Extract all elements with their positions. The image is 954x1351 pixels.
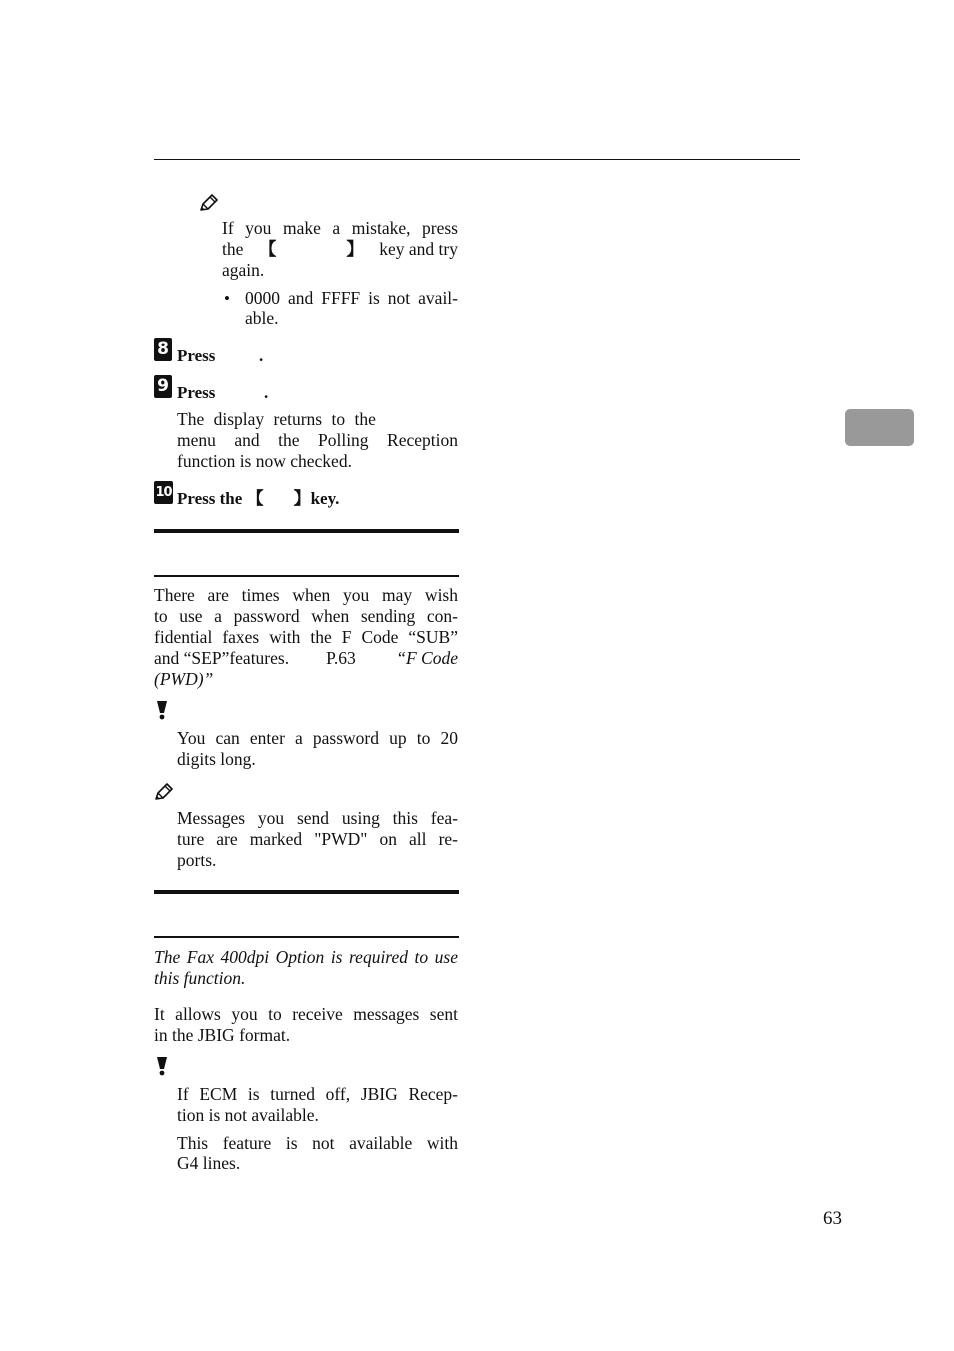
password-note-2: ture are marked "PWD" on all re- bbox=[177, 829, 458, 849]
page-ref: P.63 bbox=[326, 648, 356, 668]
step-9-text: Press bbox=[177, 383, 216, 402]
jbig-limit-2: tion is not available. bbox=[177, 1105, 319, 1125]
note-line-2-post: key and try bbox=[379, 239, 458, 259]
step-9-desc-2: menu and the Polling Reception bbox=[177, 430, 458, 450]
password-para-4-pre: and “SEP”features. bbox=[154, 648, 290, 668]
f-code-ref: “F Code bbox=[396, 648, 458, 668]
jbig-requirement-1: The Fax 400dpi Option is required to use bbox=[154, 947, 458, 967]
section-rule-thin bbox=[154, 936, 459, 938]
password-para-5: (PWD)” bbox=[154, 669, 214, 689]
bullet-icon: • bbox=[224, 289, 230, 308]
step-9-period: . bbox=[264, 383, 269, 402]
jbig-requirement-2: this function. bbox=[154, 968, 246, 988]
clear-key-ref: 【 】 bbox=[258, 240, 364, 260]
step-9-desc-1: The display returns to the bbox=[177, 409, 376, 429]
section-rule-thin bbox=[154, 575, 459, 577]
password-note-3: ports. bbox=[177, 850, 217, 870]
step-8-badge: 8 bbox=[154, 338, 172, 361]
key-bracket-close: 】 bbox=[293, 489, 311, 509]
note-line-3: again. bbox=[222, 260, 265, 280]
pencil-icon bbox=[154, 783, 174, 801]
password-limit-1: You can enter a password up to 20 bbox=[177, 728, 458, 748]
password-limit-2: digits long. bbox=[177, 749, 256, 769]
chapter-tab bbox=[845, 409, 914, 446]
step-10-post: key. bbox=[310, 489, 340, 508]
password-para-1: There are times when you may wish bbox=[154, 585, 458, 605]
step-10-badge: 10 bbox=[154, 481, 173, 504]
jbig-limit-3: This feature is not available with bbox=[177, 1133, 458, 1153]
section-rule-thick bbox=[154, 529, 459, 533]
note-line-1: If you make a mistake, press bbox=[222, 218, 458, 238]
page-number: 63 bbox=[823, 1208, 842, 1229]
exclamation-icon bbox=[155, 1056, 169, 1076]
step-8-text: Press bbox=[177, 346, 216, 365]
password-para-4 bbox=[154, 648, 458, 669]
bullet-line-2: able. bbox=[245, 308, 279, 328]
step-10-line bbox=[177, 488, 339, 510]
password-para-2: to use a password when sending con- bbox=[154, 606, 458, 626]
jbig-para-2: in the JBIG format. bbox=[154, 1025, 291, 1045]
step-10-pre: Press the bbox=[177, 489, 243, 508]
note-line-2 bbox=[222, 239, 458, 261]
exclamation-icon bbox=[155, 700, 169, 720]
password-note-1: Messages you send using this fea- bbox=[177, 808, 458, 828]
header-rule bbox=[154, 159, 800, 160]
jbig-limit-1: If ECM is turned off, JBIG Recep- bbox=[177, 1084, 458, 1104]
password-para-3: fidential faxes with the F Code “SUB” bbox=[154, 627, 458, 647]
pencil-icon bbox=[199, 194, 219, 212]
note-line-2-pre: the bbox=[222, 239, 244, 259]
jbig-limit-4: G4 lines. bbox=[177, 1153, 241, 1173]
step-9-badge: 9 bbox=[154, 375, 172, 398]
section-rule-thick bbox=[154, 890, 459, 894]
step-9-desc-3: function is now checked. bbox=[177, 451, 352, 471]
key-bracket-open: 【 bbox=[246, 489, 264, 509]
step-8-period: . bbox=[259, 346, 264, 365]
jbig-para-1: It allows you to receive messages sent bbox=[154, 1004, 458, 1024]
bullet-line-1: 0000 and FFFF is not avail- bbox=[245, 288, 458, 308]
